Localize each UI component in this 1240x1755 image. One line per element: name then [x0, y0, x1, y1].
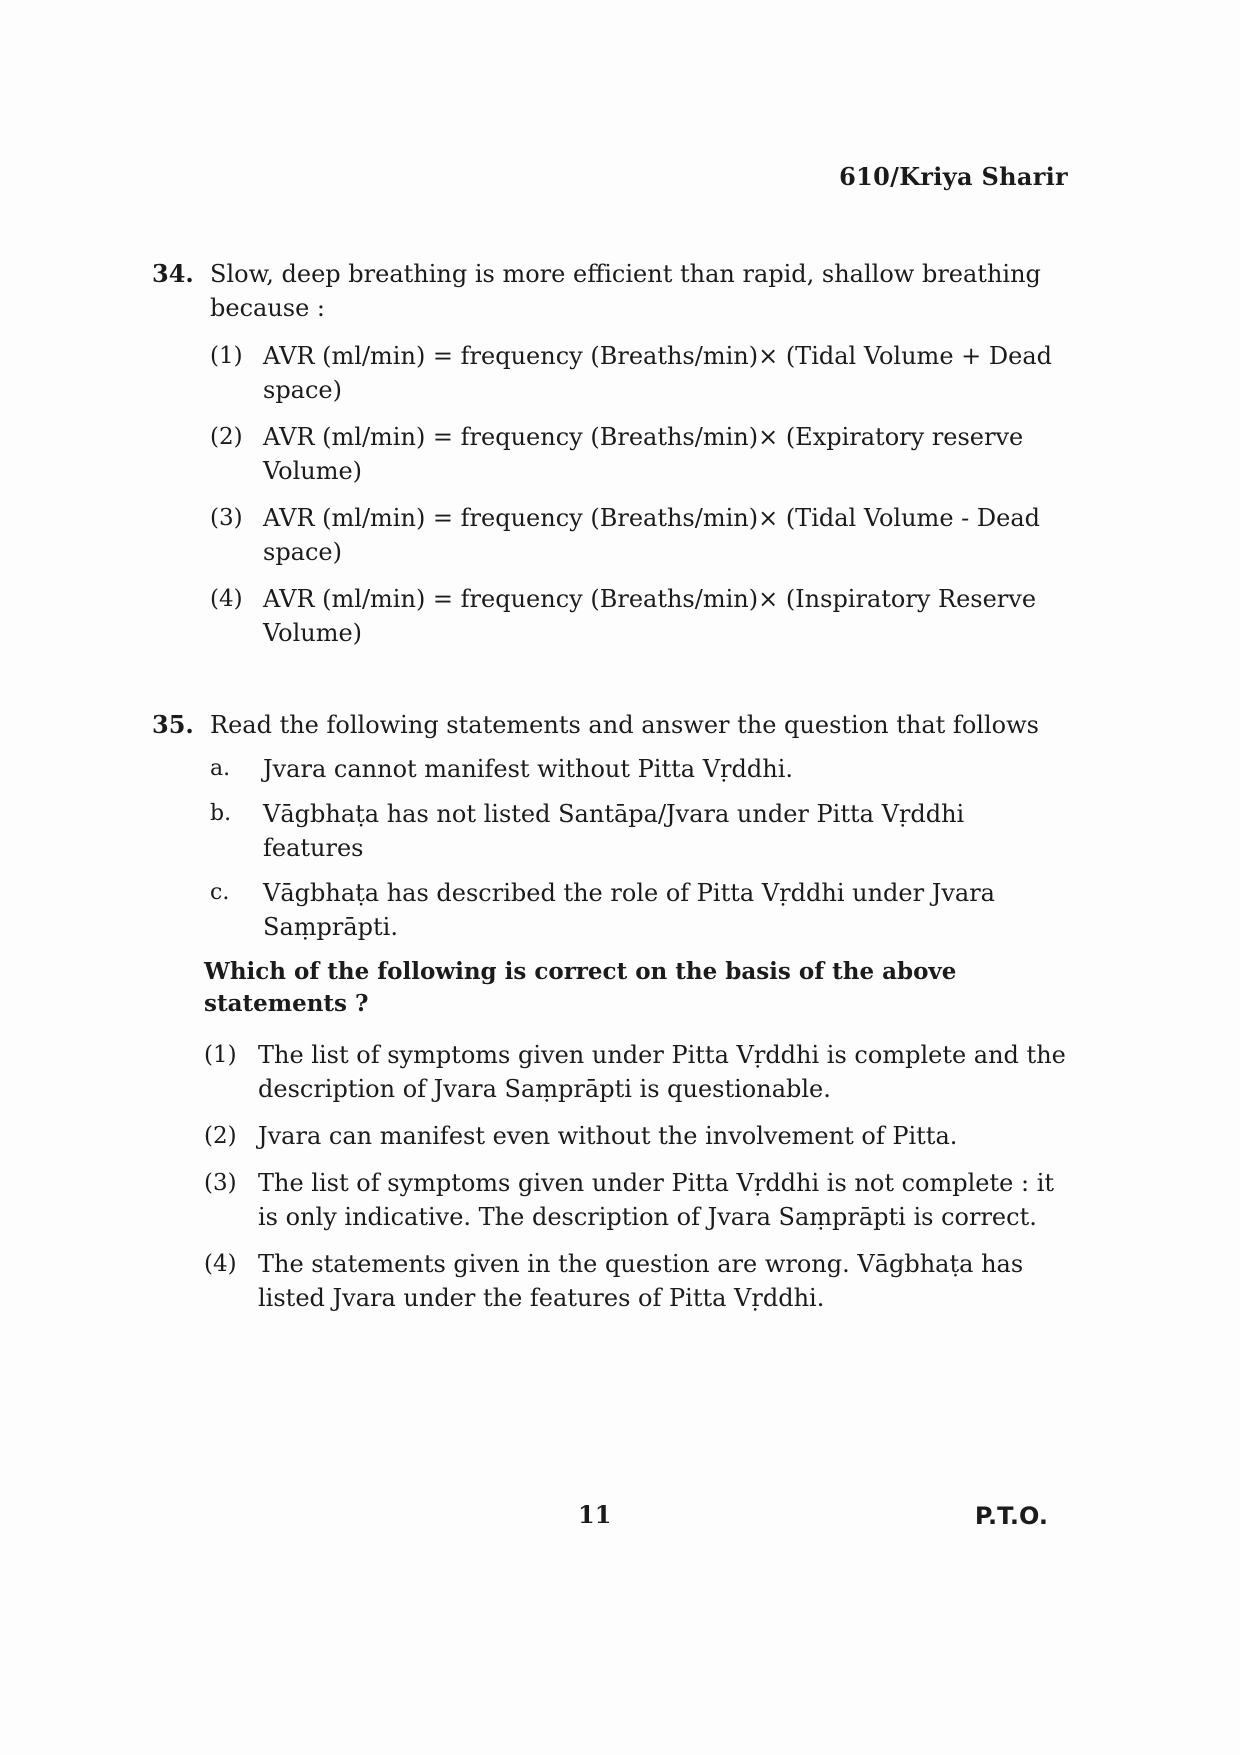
paper-code-title: 610/Kriya Sharir [839, 162, 1068, 191]
statement-c [210, 876, 1072, 944]
answer-option-4 [204, 1247, 1072, 1315]
statement-letter: a. [210, 756, 231, 781]
question-number: 34. [152, 259, 194, 288]
option-number: (4) [210, 586, 243, 612]
answer-option-3 [204, 1166, 1072, 1234]
page-number: 11 [578, 1500, 612, 1529]
answer-option-1 [204, 1038, 1072, 1106]
answer-option-1 [210, 339, 1072, 407]
answer-option-3 [210, 501, 1072, 569]
statement-list [210, 752, 1072, 944]
answer-option-2 [204, 1119, 1072, 1153]
option-number: (2) [204, 1123, 237, 1149]
statement-a [210, 752, 1072, 786]
statement-b [210, 797, 1072, 865]
question-text: Read the following statements and answer the question that follows [210, 711, 1039, 739]
option-text: The list of symptoms given under Pitta Vṛddhi is complete and the description of Jvara Saṃprāpti is questionable. [258, 1041, 1066, 1103]
option-text: The statements given in the question are wrong. Vāgbhaṭa has listed Jvara under the features of Pitta Vṛddhi. [258, 1250, 1024, 1312]
option-number: (3) [204, 1170, 237, 1196]
statement-letter: c. [210, 880, 230, 905]
option-text: AVR (ml/min) = frequency (Breaths/min)× (Tidal Volume + Dead space) [263, 342, 1052, 404]
question-instruction: Which of the following is correct on the basis of the above statements ? [204, 958, 957, 1017]
answer-options [204, 1038, 1072, 1315]
statement-text: Vāgbhaṭa has not listed Santāpa/Jvara under Pitta Vṛddhi features [263, 800, 965, 862]
statement-text: Vāgbhaṭa has described the role of Pitta Vṛddhi under Jvara Saṃprāpti. [263, 879, 995, 941]
question-34 [152, 257, 1072, 663]
option-text: AVR (ml/min) = frequency (Breaths/min)× (Tidal Volume - Dead space) [263, 504, 1040, 566]
option-text: Jvara can manifest even without the involvement of Pitta. [258, 1122, 958, 1150]
answer-option-2 [210, 420, 1072, 488]
option-text: The list of symptoms given under Pitta Vṛddhi is not complete : it is only indicative. The description of Jvara Saṃprāpti is correct. [258, 1169, 1055, 1231]
option-text: AVR (ml/min) = frequency (Breaths/min)× (Inspiratory Reserve Volume) [263, 585, 1037, 647]
option-number: (4) [204, 1251, 237, 1277]
option-text: AVR (ml/min) = frequency (Breaths/min)× (Expiratory reserve Volume) [263, 423, 1024, 485]
please-turn-over: P.T.O. [974, 1502, 1048, 1530]
statement-text: Jvara cannot manifest without Pitta Vṛddhi. [263, 755, 794, 783]
answer-options [210, 339, 1072, 650]
question-number: 35. [152, 710, 194, 739]
question-text: Slow, deep breathing is more efficient than rapid, shallow breathing because : [210, 260, 1041, 322]
option-number: (3) [210, 505, 243, 531]
option-number: (1) [204, 1042, 237, 1068]
option-number: (1) [210, 343, 243, 369]
statement-letter: b. [210, 801, 232, 826]
question-35 [152, 708, 1072, 1328]
answer-option-4 [210, 582, 1072, 650]
option-number: (2) [210, 424, 243, 450]
